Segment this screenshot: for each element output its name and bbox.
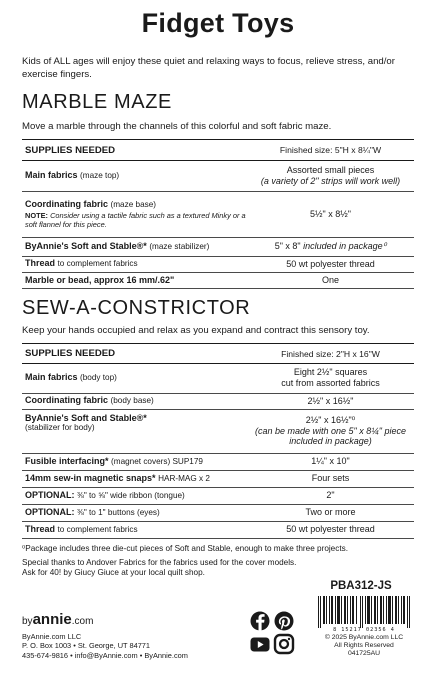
marble-maze-description: Move a marble through the channels of this colorful and soft fabric maze. — [22, 121, 332, 132]
facebook-icon[interactable] — [251, 612, 270, 631]
supply-name: Thread — [25, 258, 56, 269]
page-title: Fidget Toys — [141, 8, 295, 38]
supply-note — [25, 211, 247, 229]
supply-name: OPTIONAL: — [25, 506, 75, 517]
table-row — [22, 504, 414, 521]
copyright-line: © 2025 ByAnnie.com LLC — [324, 634, 404, 641]
thanks-text: Special thanks to Andover Fabrics for the fabrics used for the cover models. — [22, 558, 297, 567]
supply-value-note: (can be made with one 5" x 8¼" piece included in package) — [255, 425, 406, 447]
instagram-icon[interactable] — [275, 635, 293, 653]
address-line: 435-674-9816 • info@ByAnnie.com • ByAnnie.com — [22, 650, 188, 660]
supplies-needed-label: SUPPLIES NEEDED — [25, 144, 116, 156]
supply-value: 1¼" x 10" — [311, 456, 350, 467]
supply-detail: to complement fabrics — [57, 259, 138, 269]
table-row — [22, 521, 414, 538]
supply-detail: (magnet covers) SUP179 — [111, 456, 203, 466]
supply-value: Four sets — [311, 473, 350, 484]
supply-name: 14mm sew-in magnetic snaps* — [25, 472, 156, 483]
marble-maze-heading: MARBLE MAZE — [22, 91, 172, 113]
product-code: PBA312-JS — [330, 580, 392, 592]
supply-value: Two or more — [305, 507, 356, 518]
table-row — [22, 237, 414, 256]
supply-detail: (maze base) — [110, 200, 157, 210]
supply-detail: (body top) — [80, 373, 117, 383]
supply-name: Marble or bead, approx 16 mm/.62" — [25, 274, 175, 285]
byannie-logo — [22, 611, 93, 628]
supply-name: Coordinating fabric — [25, 199, 108, 210]
youtube-icon[interactable] — [251, 638, 270, 652]
supply-name: Coordinating fabric — [25, 395, 108, 406]
divider — [22, 343, 414, 344]
supply-detail: (stabilizer for body) — [25, 423, 95, 433]
intro-text: Kids of ALL ages will enjoy these quiet and relaxing ways to focus, relieve stress, and/or exercise fingers. — [22, 56, 395, 80]
supply-value: 50 wt polyester thread — [286, 258, 375, 269]
supply-detail: to complement fabrics — [57, 524, 138, 534]
table-row — [22, 363, 414, 393]
supply-name: Fusible interfacing* — [25, 455, 109, 466]
table-row — [22, 160, 414, 191]
copyright-line: All Rights Reserved — [334, 642, 394, 650]
logo-name: annie — [32, 611, 72, 628]
logo-com: .com — [71, 616, 94, 627]
supply-value: 5" x 8" — [274, 241, 301, 252]
supply-name: ByAnnie's Soft and Stable®* — [25, 412, 147, 423]
company-address — [22, 632, 188, 660]
note-text: Consider using a tactile fabric such as a textured Minky or a soft flannel for this piece. — [25, 210, 246, 229]
barcode — [316, 596, 412, 628]
finished-size: Finished size: 5"H x 8¼"W — [279, 145, 382, 156]
copyright — [316, 634, 412, 659]
supply-detail: (maze stabilizer) — [149, 241, 210, 251]
table-row — [22, 487, 414, 504]
supply-value: 5½" x 8½" — [310, 208, 351, 219]
note-label: NOTE: — [25, 210, 48, 220]
supply-name: Main fabrics — [25, 169, 78, 180]
supply-value: 50 wt polyester thread — [286, 524, 375, 535]
divider — [22, 139, 414, 140]
barcode-number: 8 15217 02356 4 — [333, 627, 395, 633]
table-header-row — [22, 346, 414, 363]
supply-name: ByAnnie's Soft and Stable®* — [25, 240, 147, 251]
supply-value: Assorted small pieces — [286, 164, 375, 175]
ask-text: Ask for 40! by Giucy Giuce at your local quilt shop. — [22, 568, 205, 577]
supply-value-note: included in package⁰ — [303, 241, 387, 252]
supply-value-line2: cut from assorted fabrics — [281, 378, 380, 388]
supply-detail: (maze top) — [80, 170, 120, 180]
table-row — [22, 470, 414, 487]
supply-value: One — [321, 274, 339, 285]
supply-name: Main fabrics — [25, 372, 78, 383]
sew-a-constrictor-description: Keep your hands occupied and relax as you expand and contract this sensory toy. — [22, 325, 370, 336]
table-row — [22, 453, 414, 470]
sew-a-constrictor-heading: SEW-A-CONSTRICTOR — [22, 297, 251, 319]
supply-value: Eight 2½" squares — [293, 367, 368, 378]
copyright-line: 041725AU — [347, 650, 381, 658]
supply-value: 2" — [326, 490, 335, 501]
marble-maze-supplies-table — [22, 142, 414, 289]
supply-detail: (body base) — [110, 396, 154, 406]
supplies-needed-label: SUPPLIES NEEDED — [25, 348, 116, 360]
social-icons — [248, 610, 296, 656]
supply-name: OPTIONAL: — [25, 489, 75, 500]
address-line: ByAnnie.com LLC — [22, 632, 82, 641]
logo-by: by — [22, 616, 33, 627]
table-header-row — [22, 142, 414, 160]
supply-value: 2½" x 16½"⁰ — [305, 414, 356, 425]
address-line: P. O. Box 1003 • St. George, UT 84771 — [22, 641, 151, 651]
pinterest-icon[interactable] — [275, 612, 294, 631]
table-row — [22, 272, 414, 288]
table-row — [22, 256, 414, 272]
supply-detail: ⅜" to ⅝" wide ribbon (tongue) — [77, 490, 185, 500]
supply-name: Thread — [25, 523, 56, 534]
package-footnote: ⁰Package includes three die-cut pieces of Soft and Stable, enough to make three projects. — [22, 544, 348, 553]
supply-detail: ⅜" to 1" buttons (eyes) — [77, 507, 160, 517]
table-row — [22, 409, 414, 453]
sew-a-constrictor-supplies-table — [22, 346, 414, 539]
supply-detail: HAR-MAG x 2 — [158, 473, 210, 483]
supply-value-note: (a variety of 2" strips will work well) — [260, 175, 401, 186]
table-row — [22, 393, 414, 409]
finished-size: Finished size: 2"H x 16"W — [281, 348, 380, 359]
supply-value: 2½" x 16½" — [307, 395, 354, 406]
table-row — [22, 191, 414, 237]
thanks-note — [22, 558, 418, 578]
